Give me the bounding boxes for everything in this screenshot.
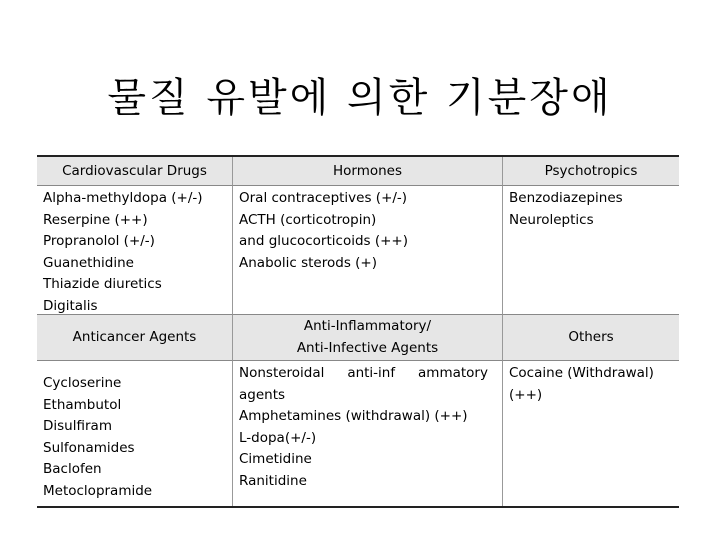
list-item: Ethambutol (43, 396, 122, 413)
list-item: Propranolol (+/-) (43, 233, 155, 249)
list-item: Cocaine (Withdrawal) (509, 365, 654, 381)
header-others: Others (502, 314, 679, 361)
body-row-bottom (37, 361, 679, 506)
hormones-list (232, 186, 502, 314)
list-item: Thiazide diuretics (43, 276, 162, 292)
anticancer-agents-list (37, 361, 232, 506)
header-anti-inflammatory-agents (232, 314, 502, 361)
word: Nonsteroidal (239, 365, 325, 381)
list-item: (++) (509, 386, 543, 403)
header-row-top (37, 157, 679, 186)
list-item: agents (239, 386, 286, 403)
body-row-top (37, 186, 679, 314)
header-cardiovascular-drugs: Cardiovascular Drugs (37, 157, 232, 186)
list-item: Reserpine (++) (43, 211, 148, 228)
list-item: Baclofen (43, 461, 102, 477)
word: ammatory (418, 365, 488, 381)
drug-table (37, 155, 679, 508)
list-item: Guanethidine (43, 254, 134, 271)
list-item: ACTH (corticotropin) (239, 211, 377, 228)
list-item: Amphetamines (withdrawal) (++) (239, 408, 468, 424)
list-item: Cycloserine (43, 375, 122, 391)
list-item: Disulfiram (43, 418, 112, 434)
cardiovascular-drugs-list (37, 186, 232, 314)
header-psychotropics: Psychotropics (502, 157, 679, 186)
header-anti-inflammatory-line1: Anti-Inflammatory/ (303, 318, 432, 334)
header-anticancer-agents: Anticancer Agents (37, 314, 232, 361)
list-item: L-dopa(+/-) (239, 429, 317, 446)
list-item: Cimetidine (239, 451, 312, 467)
others-list (502, 361, 679, 506)
anti-inflammatory-agents-list (232, 361, 502, 506)
list-item (239, 363, 502, 385)
list-item: Metoclopramide (43, 482, 153, 499)
header-hormones: Hormones (232, 157, 502, 186)
header-row-bottom (37, 314, 679, 361)
psychotropics-list (502, 186, 679, 314)
list-item: Sulfonamides (43, 439, 135, 456)
page-title: 물질 유발에 의한 기분장애 (107, 75, 613, 121)
word: anti-inf (347, 365, 396, 381)
list-item: Neuroleptics (509, 211, 594, 228)
list-item: Digitalis (43, 297, 98, 314)
list-item: Oral contraceptives (+/-) (239, 190, 408, 206)
list-item: Ranitidine (239, 472, 307, 489)
list-item: and glucocorticoids (++) (239, 233, 409, 249)
list-item: Alpha-methyldopa (+/-) (43, 190, 203, 206)
list-item: Benzodiazepines (509, 190, 623, 206)
list-item: Anabolic sterods (+) (239, 254, 377, 271)
header-anti-inflammatory-line2: Anti-Infective Agents (296, 339, 439, 356)
